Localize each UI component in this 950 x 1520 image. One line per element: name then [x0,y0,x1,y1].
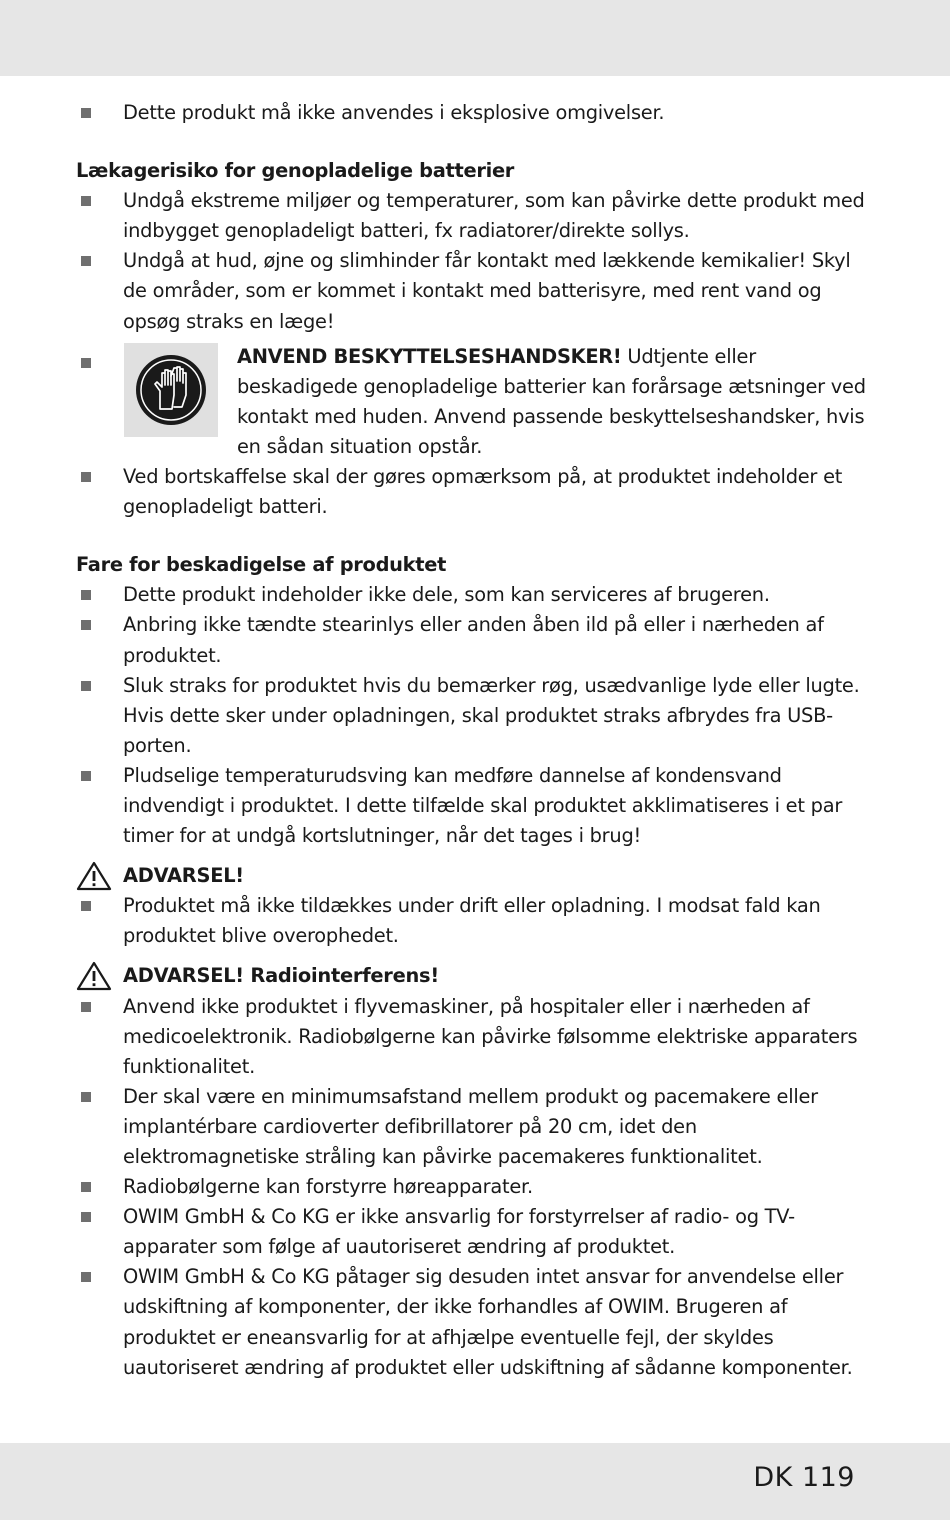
warning-title: ADVARSEL! [123,864,244,888]
square-bullet-icon [81,620,91,630]
item-text: OWIM GmbH & Co KG er ikke ansvarlig for forstyrrelser af radio- og TV-apparater som følge af uautoriseret ændring af produktet. [123,1205,795,1259]
item-text: Anbring ikke tændte stearinlys eller anden åben ild på eller i nærheden af produktet. [123,613,824,667]
item-text: OWIM GmbH & Co KG påtager sig desuden intet ansvar for anvendelse eller udskiftning af komponenter, der ikke forhandles af OWIM. Brugeren af produktet er eneansvarlig for at afhjælpe eventuelle fejl, der skyldes uautoriseret ændring af produktet eller udskiftning af sådanne komponenter. [123,1265,853,1379]
list-item [76,1262,871,1382]
square-bullet-icon [81,1182,91,1192]
item-text: Sluk straks for produktet hvis du bemærker røg, usædvanlige lyde eller lugte. Hvis dette sker under opladningen, skal produktet straks afbrydes fra USB-porten. [123,673,860,757]
item-text: Dette produkt indeholder ikke dele, som kan serviceres af brugeren. [123,583,770,607]
glove-warning-title: ANVEND BESKYTTELSESHANDSKER! [237,344,622,368]
warning-triangle-icon [76,861,112,891]
square-bullet-icon [81,196,91,206]
list-item [76,891,871,951]
square-bullet-icon [81,681,91,691]
warning-title: ADVARSEL! Radiointerferens! [123,964,439,988]
warning-heading [76,961,871,991]
item-text: Pludselige temperaturudsving kan medføre dannelse af kondensvand indvendigt i produktet. I dette tilfælde skal produktet akklimatiseres i et par timer for at undgå kortslutninger, når det tages i brug! [123,763,843,848]
list-item [76,580,871,610]
square-bullet-icon [81,1212,91,1222]
list-item [76,186,871,246]
item-text: Dette produkt må ikke anvendes i eksplosive omgivelser. [123,101,665,124]
list-item [76,610,871,670]
list-item [76,462,871,522]
warning-triangle-icon [76,961,112,991]
list-item [76,761,871,851]
page-content [76,98,871,1383]
list-item [76,1172,871,1202]
item-text: Radiobølgerne kan forstyrre høreapparater. [123,1175,533,1199]
square-bullet-icon [81,1092,91,1102]
item-text: Produktet må ikke tildækkes under drift eller opladning. I modsat fald kan produktet blive overophedet. [123,894,821,948]
square-bullet-icon [81,901,91,911]
item-text: Ved bortskaffelse skal der gøres opmærksom på, at produktet indeholder et genopladeligt batteri. [123,465,843,519]
square-bullet-icon [81,771,91,781]
item-text: Der skal være en minimumsafstand mellem produkt og pacemakere eller implantérbare cardioverter defibrillatorer på 20 cm, idet den elektromagnetiske stråling kan påvirke pacemakeres funktionalitet. [123,1084,818,1168]
square-bullet-icon [81,472,91,482]
list-item [76,1202,871,1262]
page-number: DK 119 [753,1462,855,1493]
section-heading: Lækagerisiko for genopladelige batterier [76,159,515,183]
square-bullet-icon [81,358,91,368]
glove-warning-text: Udtjente eller beskadigede genopladelige batterier kan forårsage ætsninger ved kontakt med huden. Anvend passende beskyttelseshandsker, hvis en sådan situation opstår. [237,344,866,458]
square-bullet-icon [81,108,91,118]
square-bullet-icon [81,1002,91,1012]
list-item [76,246,871,336]
warning-heading [76,861,871,891]
header-band [0,0,950,76]
list-item [76,1082,871,1172]
item-text: Undgå at hud, øjne og slimhinder får kontakt med lækkende kemikalier! Skyl de områder, som er kommet i kontakt med batterisyre, med rent vand og opsøg straks en læge! [123,249,851,333]
square-bullet-icon [81,590,91,600]
square-bullet-icon [81,1272,91,1282]
list-item [76,98,871,128]
glove-warning-item [76,342,871,462]
protective-gloves-icon [124,343,218,437]
item-text: Undgå ekstreme miljøer og temperaturer, som kan påvirke dette produkt med indbygget genopladeligt batteri, fx radiatorer/direkte sollys. [123,189,865,243]
list-item [76,671,871,761]
item-text: Anvend ikke produktet i flyvemaskiner, på hospitaler eller i nærheden af medicoelektronik. Radiobølgerne kan påvirke følsomme elektriske apparaters funktionalitet. [123,994,858,1078]
list-item [76,992,871,1082]
section-heading: Fare for beskadigelse af produktet [76,553,447,577]
square-bullet-icon [81,256,91,266]
